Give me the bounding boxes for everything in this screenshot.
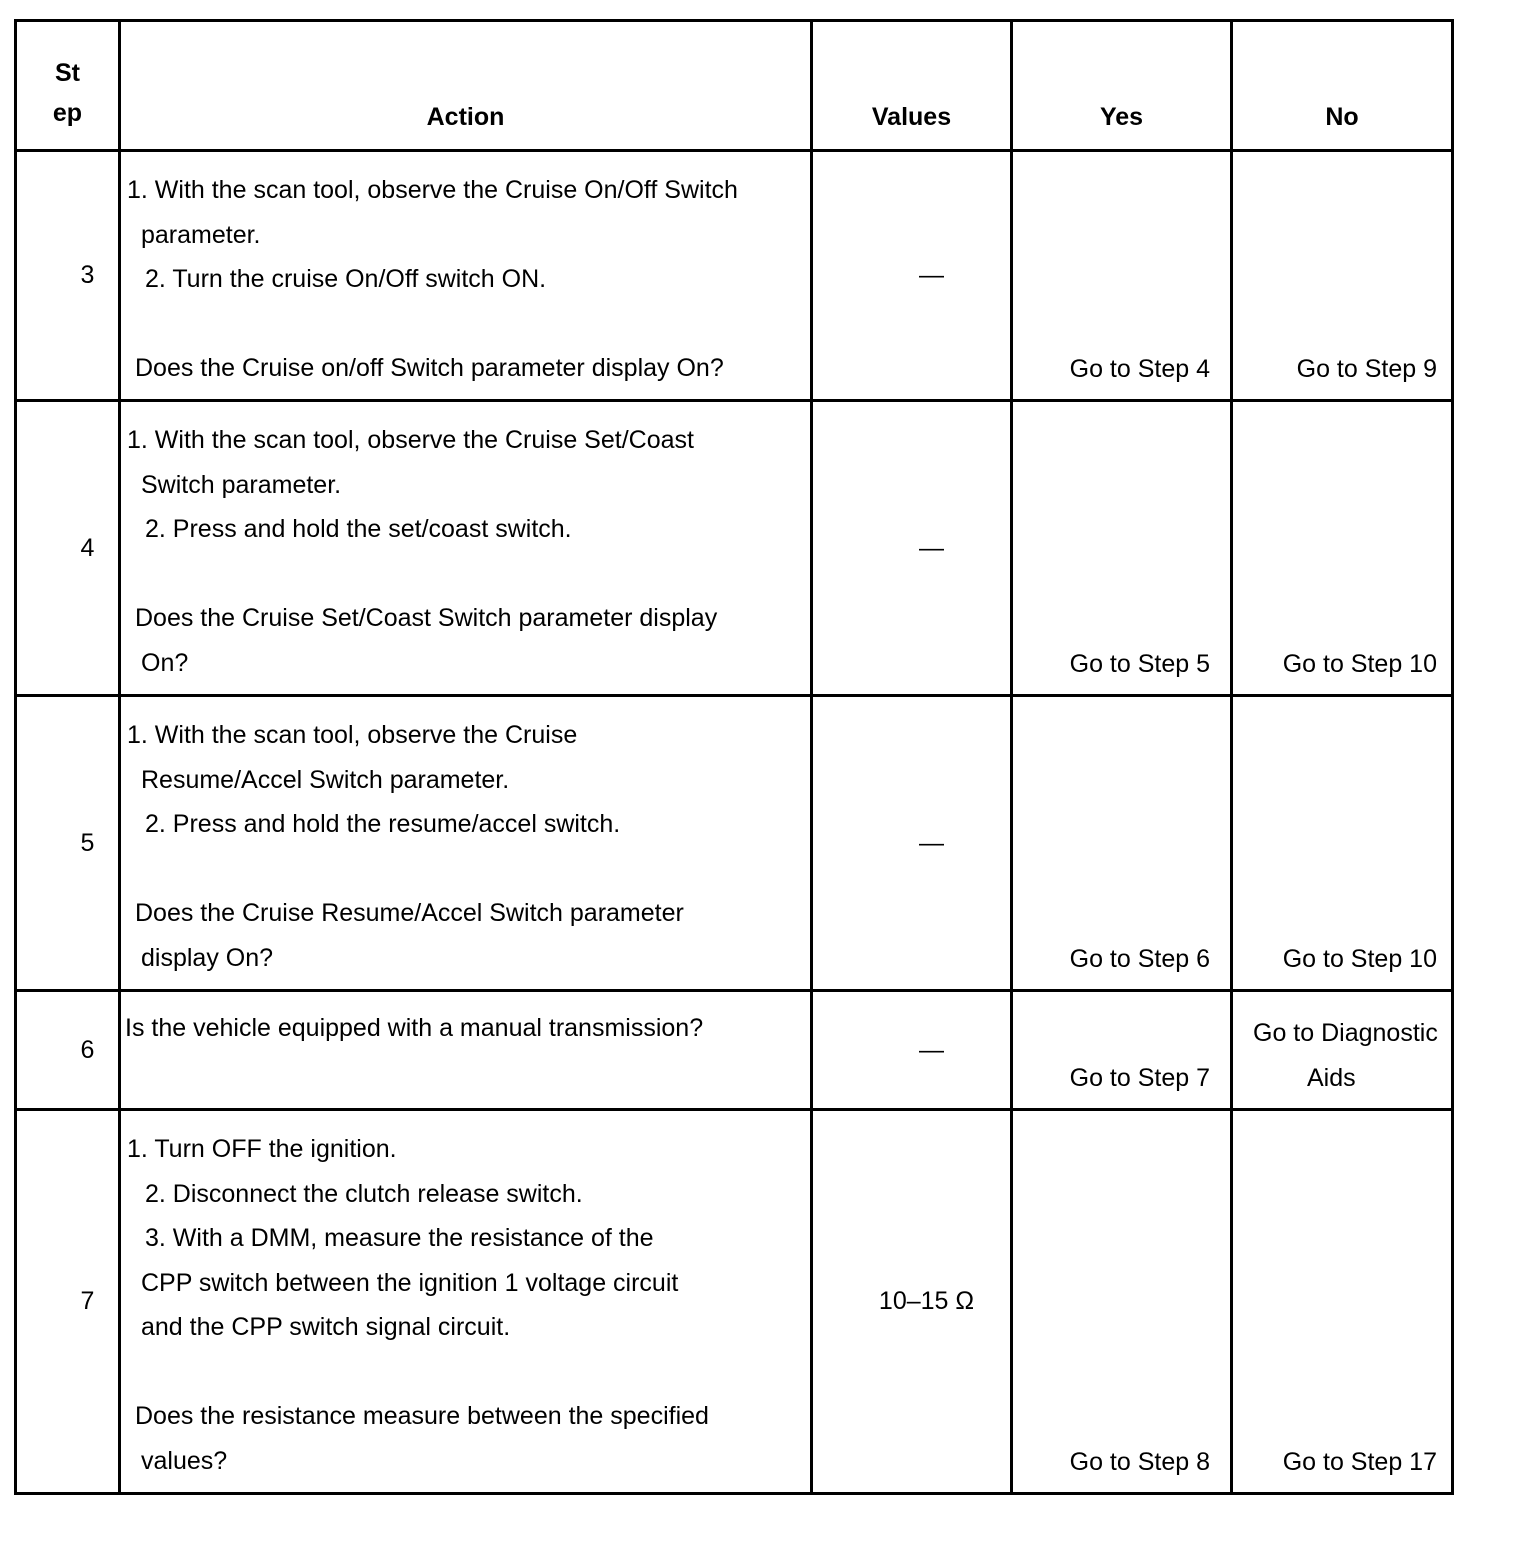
table-row (16, 696, 1453, 991)
value-cell (812, 401, 1012, 696)
step-number: 4 (16, 401, 120, 696)
action-question: Does the resistance measure between the specified (135, 1402, 709, 1430)
no-cell: Go to Step 17 (1232, 1110, 1453, 1494)
step-number: 5 (16, 696, 120, 991)
action-question: values? (141, 1446, 228, 1475)
no-line: Go to Diagnostic (1253, 1019, 1438, 1047)
value-text: — (919, 828, 944, 857)
action-question: Does the Cruise Set/Coast Switch parameter display (135, 604, 718, 632)
action-question: Does the Cruise on/off Switch parameter display On? (135, 354, 724, 382)
no-cell: Go to Step 10 (1232, 401, 1453, 696)
yes-cell: Go to Step 4 (1012, 151, 1232, 401)
yes-cell: Go to Step 7 (1012, 991, 1232, 1110)
no-cell: Go to Step 9 (1232, 151, 1453, 401)
value-text: — (919, 1035, 944, 1064)
action-cell (120, 151, 812, 401)
action-line: CPP switch between the ignition 1 voltage circuit (141, 1268, 679, 1297)
value-text: — (919, 261, 944, 290)
no-cell (1232, 991, 1453, 1110)
yes-cell: Go to Step 8 (1012, 1110, 1232, 1494)
header-yes: Yes (1012, 21, 1232, 151)
action-question: Does the Cruise Resume/Accel Switch parameter (135, 899, 684, 927)
header-step-line2: ep (52, 99, 83, 127)
action-question: display On? (141, 943, 274, 972)
diagnostic-table (14, 19, 1454, 1495)
header-values: Values (812, 21, 1012, 151)
action-cell (120, 401, 812, 696)
no-cell: Go to Step 10 (1232, 696, 1453, 991)
action-line: 2. Disconnect the clutch release switch. (145, 1179, 583, 1208)
action-line: parameter. (141, 220, 261, 249)
action-line: 2. Press and hold the resume/accel switch. (145, 810, 621, 838)
action-line: 1. With the scan tool, observe the Cruise Set/Coast (127, 426, 694, 454)
step-number: 3 (16, 151, 120, 401)
header-no: No (1232, 21, 1453, 151)
table-row (16, 991, 1453, 1110)
spacer (125, 302, 806, 347)
header-step-line1: St (55, 59, 80, 87)
header-action: Action (120, 21, 812, 151)
value-text: 10–15 Ω (878, 1287, 975, 1316)
value-cell (812, 696, 1012, 991)
header-row (16, 21, 1453, 151)
action-question: On? (141, 648, 189, 677)
header-step (16, 21, 120, 151)
action-line: 1. Turn OFF the ignition. (127, 1135, 397, 1163)
yes-cell: Go to Step 5 (1012, 401, 1232, 696)
value-cell (812, 991, 1012, 1110)
action-cell (120, 696, 812, 991)
action-line: Resume/Accel Switch parameter. (141, 765, 510, 794)
action-line: 3. With a DMM, measure the resistance of the (145, 1224, 654, 1252)
action-cell (120, 1110, 812, 1494)
step-number: 7 (16, 1110, 120, 1494)
action-cell (120, 991, 812, 1110)
table-row (16, 401, 1453, 696)
step-number: 6 (16, 991, 120, 1110)
value-cell (812, 1110, 1012, 1494)
table-row (16, 1110, 1453, 1494)
action-line: 1. With the scan tool, observe the Cruise On/Off Switch (127, 176, 738, 204)
action-line: Switch parameter. (141, 470, 342, 499)
action-line: 2. Turn the cruise On/Off switch ON. (145, 265, 547, 293)
action-line: 2. Press and hold the set/coast switch. (145, 515, 572, 543)
no-line: Aids (1307, 1063, 1356, 1092)
table-row (16, 151, 1453, 401)
action-question: Is the vehicle equipped with a manual transmission? (125, 1014, 704, 1042)
value-text: — (919, 533, 944, 562)
action-line: 1. With the scan tool, observe the Cruise (127, 721, 578, 749)
spacer (125, 552, 806, 597)
yes-cell: Go to Step 6 (1012, 696, 1232, 991)
action-line: and the CPP switch signal circuit. (141, 1313, 511, 1341)
spacer (125, 847, 806, 892)
value-cell (812, 151, 1012, 401)
spacer (125, 1350, 806, 1395)
